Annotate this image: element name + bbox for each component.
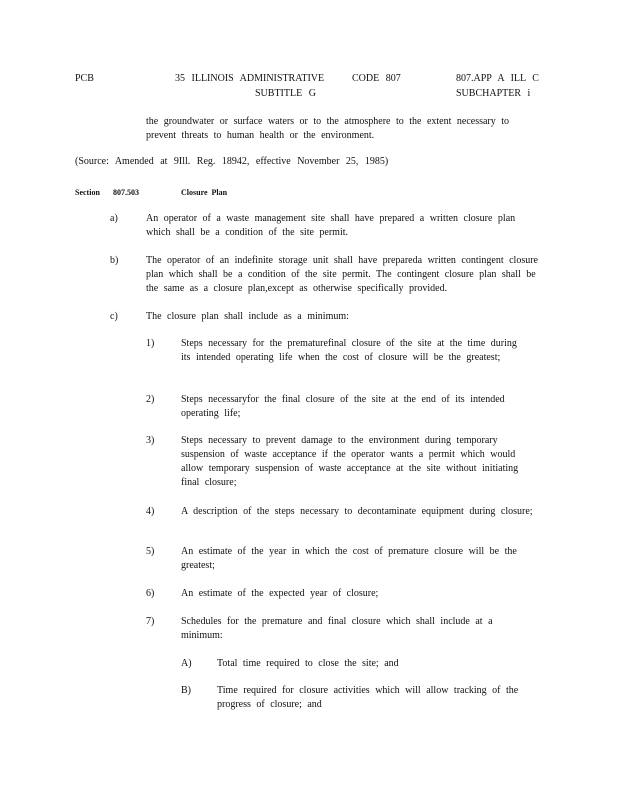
continuation-paragraph: the groundwater or surface waters or to the atmosphere to the extent necessary to prevent threats to human health or the environment. [146, 116, 510, 141]
list-item-text: Steps necessaryfor the final closure of the site at the end of its intended operating life; [181, 394, 505, 419]
list-item-text: A description of the steps necessary to decontaminate equipment during closure; [181, 506, 533, 517]
header-subchapter: SUBCHAPTER i [456, 88, 531, 99]
sub-item-marker: A) [181, 658, 192, 669]
paragraph-marker: c) [110, 311, 118, 322]
paragraph-marker: b) [110, 255, 119, 266]
list-item-marker: 1) [146, 338, 155, 349]
sub-item-text: Total time required to close the site; and [217, 658, 399, 669]
list-item-marker: 7) [146, 616, 155, 627]
list-item-text: Steps necessary for the prematurefinal closure of the site at the time during its intended operating life when the cost of closure will be the greatest; [181, 338, 517, 363]
list-item-text: Schedules for the premature and final closure which shall include at a minimum: [181, 616, 493, 641]
paragraph-text: An operator of a waste management site shall have prepared a written closure plan which shall be a condition of the site permit. [146, 213, 516, 238]
header-code: CODE 807 [352, 73, 401, 84]
list-item-marker: 4) [146, 506, 155, 517]
header-right: 807.APP A ILL C [456, 73, 539, 84]
paragraph-text: The closure plan shall include as a minimum: [146, 311, 349, 322]
list-item-marker: 2) [146, 394, 155, 405]
list-item-text: An estimate of the expected year of closure; [181, 588, 379, 599]
list-item-marker: 5) [146, 546, 155, 557]
list-item-text: Steps necessary to prevent damage to the environment during temporary suspension of waste acceptance if the operator wants a permit which would allow temporary suspension of waste acceptance at the site without initiating final closure; [181, 435, 519, 488]
paragraph-marker: a) [110, 213, 118, 224]
paragraph-text: The operator of an indefinite storage unit shall have prepareda written contingent closure plan which shall be a condition of the site permit. The contingent closure plan shall be the same as a closure plan,except as otherwise specifically provided. [146, 255, 538, 294]
section-title: Closure Plan [181, 188, 228, 197]
list-item-marker: 3) [146, 435, 155, 446]
sub-item-marker: B) [181, 685, 191, 696]
sub-item-text: Time required for closure activities which will allow tracking of the progress of closure; and [217, 685, 519, 710]
list-item-text: An estimate of the year in which the cost of premature closure will be the greatest; [181, 546, 517, 571]
header-subtitle: SUBTITLE G [255, 88, 316, 99]
section-number: 807.503 [113, 188, 139, 197]
header-left: PCB [75, 73, 94, 84]
list-item-marker: 6) [146, 588, 155, 599]
section-label: Section [75, 188, 100, 197]
header-title: 35 ILLINOIS ADMINISTRATIVE [175, 73, 325, 84]
source-note: (Source: Amended at 9Ill. Reg. 18942, effective November 25, 1985) [75, 156, 389, 167]
